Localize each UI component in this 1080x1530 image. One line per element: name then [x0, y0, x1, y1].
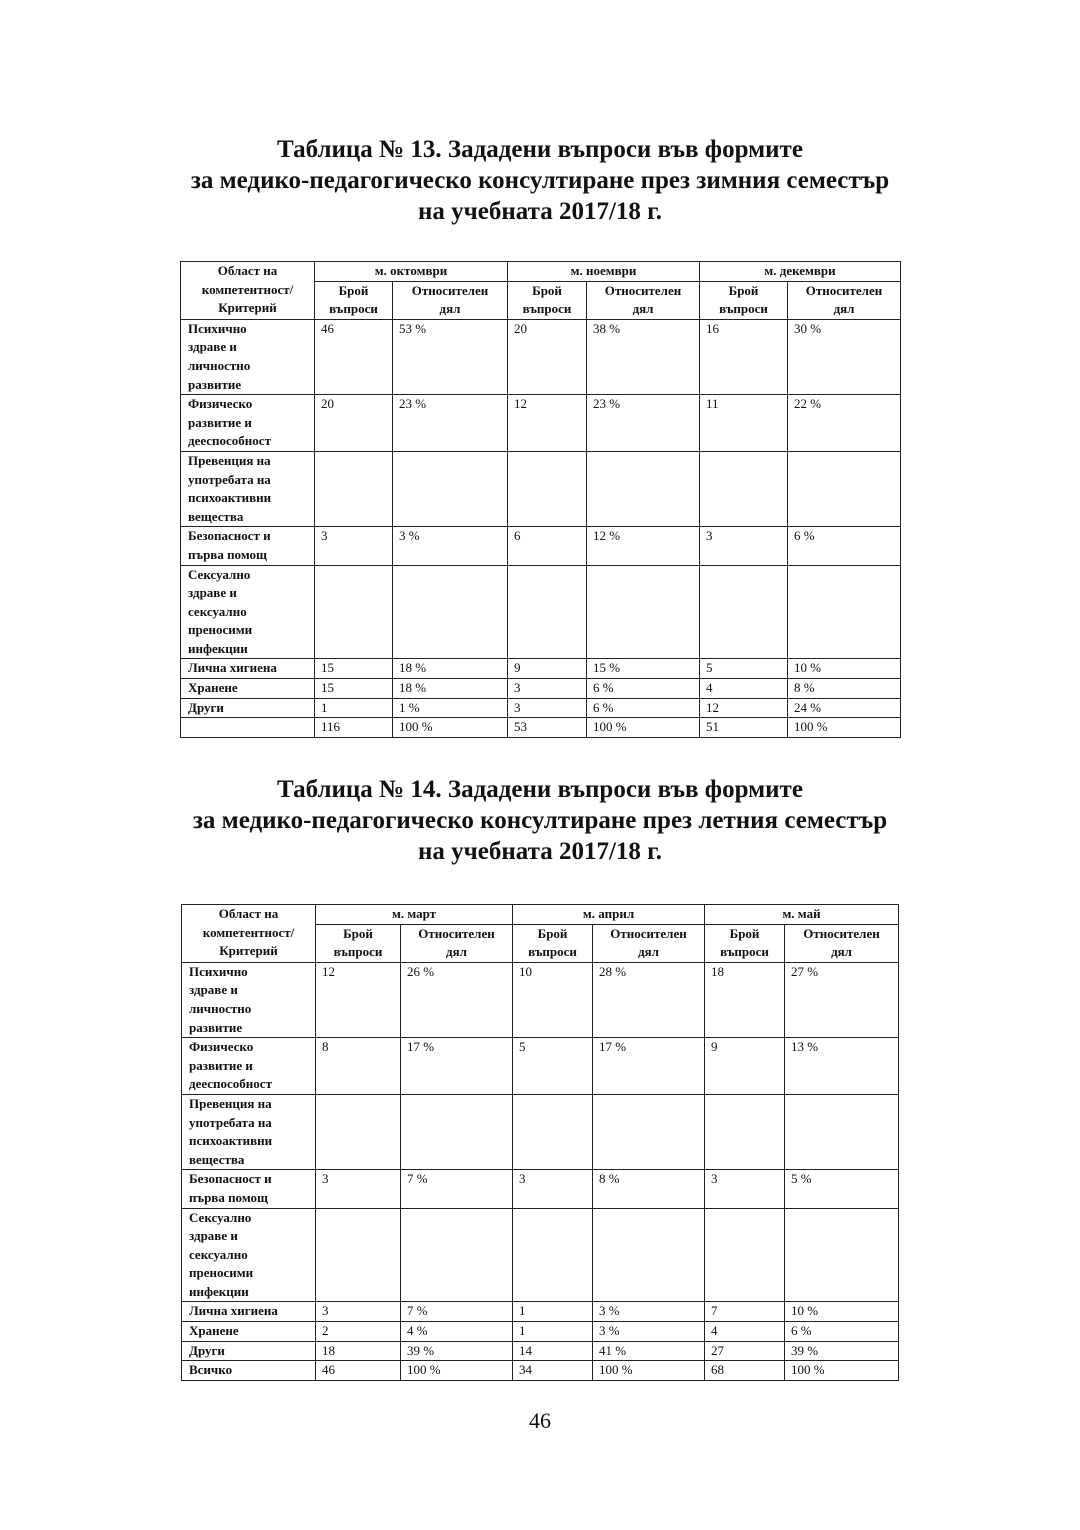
- subheader-line: дял: [833, 301, 855, 317]
- share-cell: [785, 1208, 899, 1302]
- criterion-line: Физическо: [189, 1039, 254, 1055]
- count-cell: [700, 565, 788, 659]
- table-row: [181, 395, 901, 452]
- criterion-header-line: компетентност/: [201, 281, 294, 297]
- criterion-line: здраве и: [188, 585, 237, 601]
- criterion-line: Психично: [188, 320, 247, 336]
- subheader-line: Брой: [729, 925, 760, 941]
- criterion-header-line: Критерий: [219, 943, 278, 959]
- share-cell: 17 %: [401, 1038, 513, 1095]
- count-cell: 8: [316, 1038, 401, 1095]
- table-row: [182, 1038, 899, 1095]
- page-number: 46: [529, 1408, 551, 1433]
- table-13-title-line: за медико-педагогическо консултиране през зимния семестър: [190, 167, 890, 194]
- subheader-line: Брой: [338, 282, 369, 298]
- count-cell: [705, 1094, 785, 1169]
- criterion-cell: [182, 1322, 316, 1342]
- count-cell: 18: [316, 1341, 401, 1361]
- share-cell: 26 %: [401, 962, 513, 1037]
- criterion-line: употребата на: [188, 471, 271, 487]
- table-row: [182, 1361, 899, 1381]
- subheader-line: Брой: [537, 925, 568, 941]
- share-cell: 8 %: [593, 1170, 705, 1208]
- share-cell: 30 %: [788, 319, 901, 394]
- subheader-line: дял: [831, 944, 852, 960]
- count-cell: 12: [508, 395, 587, 452]
- count-cell: 15: [315, 679, 393, 699]
- count-cell: [700, 451, 788, 526]
- subheader-line: Относителен: [411, 282, 489, 298]
- share-cell: 28 %: [593, 962, 705, 1037]
- share-cell: [401, 1094, 513, 1169]
- count-cell: 3: [316, 1170, 401, 1208]
- header-row-months: [181, 262, 901, 282]
- share-header: [393, 281, 508, 319]
- share-cell: [401, 1208, 513, 1302]
- share-cell: [788, 451, 901, 526]
- subheader-line: Относителен: [610, 925, 687, 941]
- count-cell: 53: [508, 718, 587, 738]
- table-13-title: [0, 134, 1080, 227]
- subheader-line: Относителен: [604, 282, 682, 298]
- subheader-line: дял: [439, 301, 461, 317]
- criterion-header-line: Област на: [217, 263, 278, 278]
- share-cell: 6 %: [788, 527, 901, 565]
- criterion-line: развитие: [188, 376, 242, 392]
- share-cell: 100 %: [401, 1361, 513, 1381]
- criterion-line: употребата на: [189, 1114, 272, 1130]
- count-cell: 3: [705, 1170, 785, 1208]
- criterion-line: Лична хигиена: [189, 1303, 278, 1319]
- share-cell: 3 %: [593, 1322, 705, 1342]
- count-cell: 18: [705, 962, 785, 1037]
- criterion-line: Сексуално: [189, 1209, 252, 1225]
- share-cell: 7 %: [401, 1302, 513, 1322]
- count-cell: 116: [315, 718, 393, 738]
- subheader-line: въпроси: [720, 944, 769, 960]
- share-cell: 22 %: [788, 395, 901, 452]
- share-cell: 1 %: [393, 698, 508, 718]
- share-cell: [593, 1094, 705, 1169]
- share-cell: 27 %: [785, 962, 899, 1037]
- share-cell: 10 %: [788, 659, 901, 679]
- count-cell: 1: [513, 1302, 593, 1322]
- criterion-line: Психично: [189, 963, 248, 979]
- count-cell: 3: [316, 1302, 401, 1322]
- table-row: [182, 1170, 899, 1208]
- count-cell: [315, 565, 393, 659]
- count-cell: 5: [700, 659, 788, 679]
- criterion-line: Други: [188, 699, 224, 715]
- month-header: м. декември: [700, 262, 901, 282]
- share-cell: [593, 1208, 705, 1302]
- subheader-line: Брой: [728, 282, 759, 298]
- count-cell: 3: [513, 1170, 593, 1208]
- count-cell: 3: [508, 679, 587, 699]
- criterion-line: Сексуално: [188, 566, 251, 582]
- table-row: [182, 962, 899, 1037]
- count-cell: [513, 1208, 593, 1302]
- criterion-line: психоактивни: [188, 490, 272, 506]
- criterion-cell: [182, 1170, 316, 1208]
- subheader-line: Относителен: [805, 282, 883, 298]
- criterion-line: преносими: [189, 1265, 254, 1281]
- share-cell: 23 %: [587, 395, 700, 452]
- share-header: [587, 281, 700, 319]
- criterion-cell: [181, 718, 315, 738]
- table-row: [181, 319, 901, 394]
- count-cell: 10: [513, 962, 593, 1037]
- count-cell: 1: [513, 1322, 593, 1342]
- table-row: [181, 698, 901, 718]
- count-cell: 16: [700, 319, 788, 394]
- count-cell: 5: [513, 1038, 593, 1095]
- month-header: м. март: [316, 905, 513, 925]
- share-cell: 39 %: [401, 1341, 513, 1361]
- table-14-title-line: Таблица № 14. Зададени въпроси във формите: [277, 776, 803, 803]
- count-cell: 12: [700, 698, 788, 718]
- criterion-line: Превенция на: [189, 1095, 272, 1111]
- criterion-cell: [182, 1094, 316, 1169]
- criterion-line: инфекции: [188, 640, 248, 656]
- criterion-cell: [181, 451, 315, 526]
- criterion-line: вещества: [188, 508, 244, 524]
- subheader-line: въпроси: [528, 944, 577, 960]
- criterion-cell: [181, 527, 315, 565]
- criterion-line: Безопасност и: [189, 1171, 272, 1187]
- table-14-title-line: за медико-педагогическо консултиране през летния семестър: [192, 807, 888, 834]
- criterion-header: [182, 905, 316, 963]
- count-cell: [508, 565, 587, 659]
- share-cell: 3 %: [393, 527, 508, 565]
- subheader-line: въпроси: [333, 944, 383, 960]
- share-cell: 6 %: [587, 698, 700, 718]
- criterion-line: Физическо: [188, 396, 253, 412]
- count-header: [508, 281, 587, 319]
- table-13-title-line: Таблица № 13. Зададени въпроси във формите: [277, 136, 803, 163]
- count-cell: [513, 1094, 593, 1169]
- count-cell: 9: [705, 1038, 785, 1095]
- criterion-cell: [182, 1038, 316, 1095]
- share-cell: 100 %: [785, 1361, 899, 1381]
- criterion-line: сексуално: [189, 1246, 248, 1262]
- share-cell: 39 %: [785, 1341, 899, 1361]
- share-cell: 3 %: [593, 1302, 705, 1322]
- share-cell: [587, 565, 700, 659]
- criterion-line: здраве и: [189, 982, 238, 998]
- share-header: [785, 924, 899, 962]
- share-cell: 7 %: [401, 1170, 513, 1208]
- table-row: [181, 451, 901, 526]
- table-row: [181, 679, 901, 699]
- criterion-cell: [181, 679, 315, 699]
- share-cell: [587, 451, 700, 526]
- count-cell: 9: [508, 659, 587, 679]
- share-cell: 100 %: [788, 718, 901, 738]
- share-header: [401, 924, 513, 962]
- share-cell: 12 %: [587, 527, 700, 565]
- table-row: [182, 1094, 899, 1169]
- share-cell: 15 %: [587, 659, 700, 679]
- share-cell: 4 %: [401, 1322, 513, 1342]
- table-14: [181, 904, 899, 1381]
- count-cell: [705, 1208, 785, 1302]
- criterion-line: развитие и: [189, 1057, 253, 1073]
- subheader-line: въпроси: [522, 301, 572, 317]
- criterion-line: преносими: [188, 622, 253, 638]
- criterion-line: личностно: [188, 357, 251, 373]
- criterion-line: личностно: [189, 1000, 252, 1016]
- subheader-line: въпроси: [719, 301, 768, 317]
- share-cell: [785, 1094, 899, 1169]
- count-cell: [508, 451, 587, 526]
- criterion-line: първа помощ: [188, 546, 267, 562]
- criterion-line: Всичко: [189, 1362, 233, 1378]
- count-header: [316, 924, 401, 962]
- share-cell: 17 %: [593, 1038, 705, 1095]
- table-13-title-line: на учебната 2017/18 г.: [418, 198, 662, 225]
- criterion-header: [181, 262, 315, 320]
- subheader-line: въпроси: [329, 301, 378, 317]
- count-cell: 20: [315, 395, 393, 452]
- criterion-line: здраве и: [188, 339, 237, 355]
- table-row: [181, 659, 901, 679]
- share-cell: 18 %: [393, 659, 508, 679]
- share-cell: 38 %: [587, 319, 700, 394]
- count-cell: [316, 1094, 401, 1169]
- share-cell: [788, 565, 901, 659]
- table-row: [181, 718, 901, 738]
- criterion-cell: [182, 1302, 316, 1322]
- subheader-line: Относителен: [418, 925, 495, 941]
- criterion-line: развитие: [189, 1019, 243, 1035]
- count-cell: 46: [316, 1361, 401, 1381]
- header-row-months: [182, 905, 899, 925]
- share-cell: 53 %: [393, 319, 508, 394]
- criterion-header-line: Област на: [218, 906, 279, 921]
- criterion-cell: [182, 1361, 316, 1381]
- table-row: [182, 1341, 899, 1361]
- count-cell: [315, 451, 393, 526]
- share-header: [788, 281, 901, 319]
- count-cell: 4: [700, 679, 788, 699]
- count-header: [705, 924, 785, 962]
- share-cell: [393, 565, 508, 659]
- count-cell: 1: [315, 698, 393, 718]
- table-row: [182, 1302, 899, 1322]
- share-cell: 23 %: [393, 395, 508, 452]
- criterion-cell: [182, 962, 316, 1037]
- share-cell: 100 %: [587, 718, 700, 738]
- table-14-title: [0, 774, 1080, 867]
- month-header: м. май: [705, 905, 899, 925]
- criterion-line: сексуално: [188, 603, 247, 619]
- criterion-line: Лична хигиена: [188, 660, 277, 676]
- criterion-line: Хранене: [189, 1323, 239, 1339]
- criterion-cell: [181, 319, 315, 394]
- count-cell: 68: [705, 1361, 785, 1381]
- criterion-line: психоактивни: [189, 1133, 273, 1149]
- share-cell: 100 %: [593, 1361, 705, 1381]
- count-cell: 3: [700, 527, 788, 565]
- subheader-line: дял: [446, 944, 467, 960]
- count-cell: 20: [508, 319, 587, 394]
- count-cell: 3: [508, 698, 587, 718]
- count-header: [513, 924, 593, 962]
- count-cell: 2: [316, 1322, 401, 1342]
- subheader-line: Относителен: [803, 925, 880, 941]
- month-header: м. април: [513, 905, 705, 925]
- count-cell: 14: [513, 1341, 593, 1361]
- count-cell: 6: [508, 527, 587, 565]
- criterion-line: вещества: [189, 1151, 245, 1167]
- criterion-cell: [182, 1341, 316, 1361]
- subheader-line: Брой: [343, 925, 373, 941]
- share-cell: 8 %: [788, 679, 901, 699]
- count-cell: 12: [316, 962, 401, 1037]
- count-cell: [316, 1208, 401, 1302]
- count-header: [315, 281, 393, 319]
- criterion-line: първа помощ: [189, 1189, 268, 1205]
- subheader-line: дял: [632, 301, 654, 317]
- criterion-cell: [181, 395, 315, 452]
- criterion-cell: [181, 565, 315, 659]
- criterion-line: Други: [189, 1342, 225, 1358]
- count-cell: 27: [705, 1341, 785, 1361]
- count-cell: 46: [315, 319, 393, 394]
- table-row: [181, 527, 901, 565]
- criterion-cell: [182, 1208, 316, 1302]
- month-header: м. октомври: [315, 262, 508, 282]
- share-cell: [393, 451, 508, 526]
- subheader-line: Брой: [532, 282, 562, 298]
- count-cell: 34: [513, 1361, 593, 1381]
- share-cell: 10 %: [785, 1302, 899, 1322]
- criterion-line: дееспособност: [188, 433, 271, 449]
- criterion-line: дееспособност: [189, 1076, 272, 1092]
- criterion-header-line: компетентност/: [202, 924, 295, 940]
- count-cell: 4: [705, 1322, 785, 1342]
- criterion-line: Хранене: [188, 680, 238, 696]
- criterion-cell: [181, 698, 315, 718]
- share-cell: 6 %: [587, 679, 700, 699]
- share-header: [593, 924, 705, 962]
- share-cell: 100 %: [393, 718, 508, 738]
- subheader-line: дял: [638, 944, 659, 960]
- share-cell: 6 %: [785, 1322, 899, 1342]
- criterion-line: Безопасност и: [188, 528, 271, 544]
- month-header: м. ноември: [508, 262, 700, 282]
- criterion-line: здраве и: [189, 1228, 238, 1244]
- count-cell: 7: [705, 1302, 785, 1322]
- criterion-line: развитие и: [188, 414, 252, 430]
- count-cell: 51: [700, 718, 788, 738]
- share-cell: 41 %: [593, 1341, 705, 1361]
- count-cell: 15: [315, 659, 393, 679]
- count-cell: 11: [700, 395, 788, 452]
- criterion-cell: [181, 659, 315, 679]
- share-cell: 18 %: [393, 679, 508, 699]
- table-row: [182, 1208, 899, 1302]
- table-14-title-line: на учебната 2017/18 г.: [418, 838, 662, 865]
- criterion-line: инфекции: [189, 1283, 249, 1299]
- criterion-header-line: Критерий: [218, 300, 277, 316]
- count-cell: 3: [315, 527, 393, 565]
- share-cell: 13 %: [785, 1038, 899, 1095]
- table-row: [182, 1322, 899, 1342]
- table-13: [180, 261, 901, 738]
- count-header: [700, 281, 788, 319]
- table-row: [181, 565, 901, 659]
- share-cell: 5 %: [785, 1170, 899, 1208]
- criterion-line: Превенция на: [188, 452, 271, 468]
- share-cell: 24 %: [788, 698, 901, 718]
